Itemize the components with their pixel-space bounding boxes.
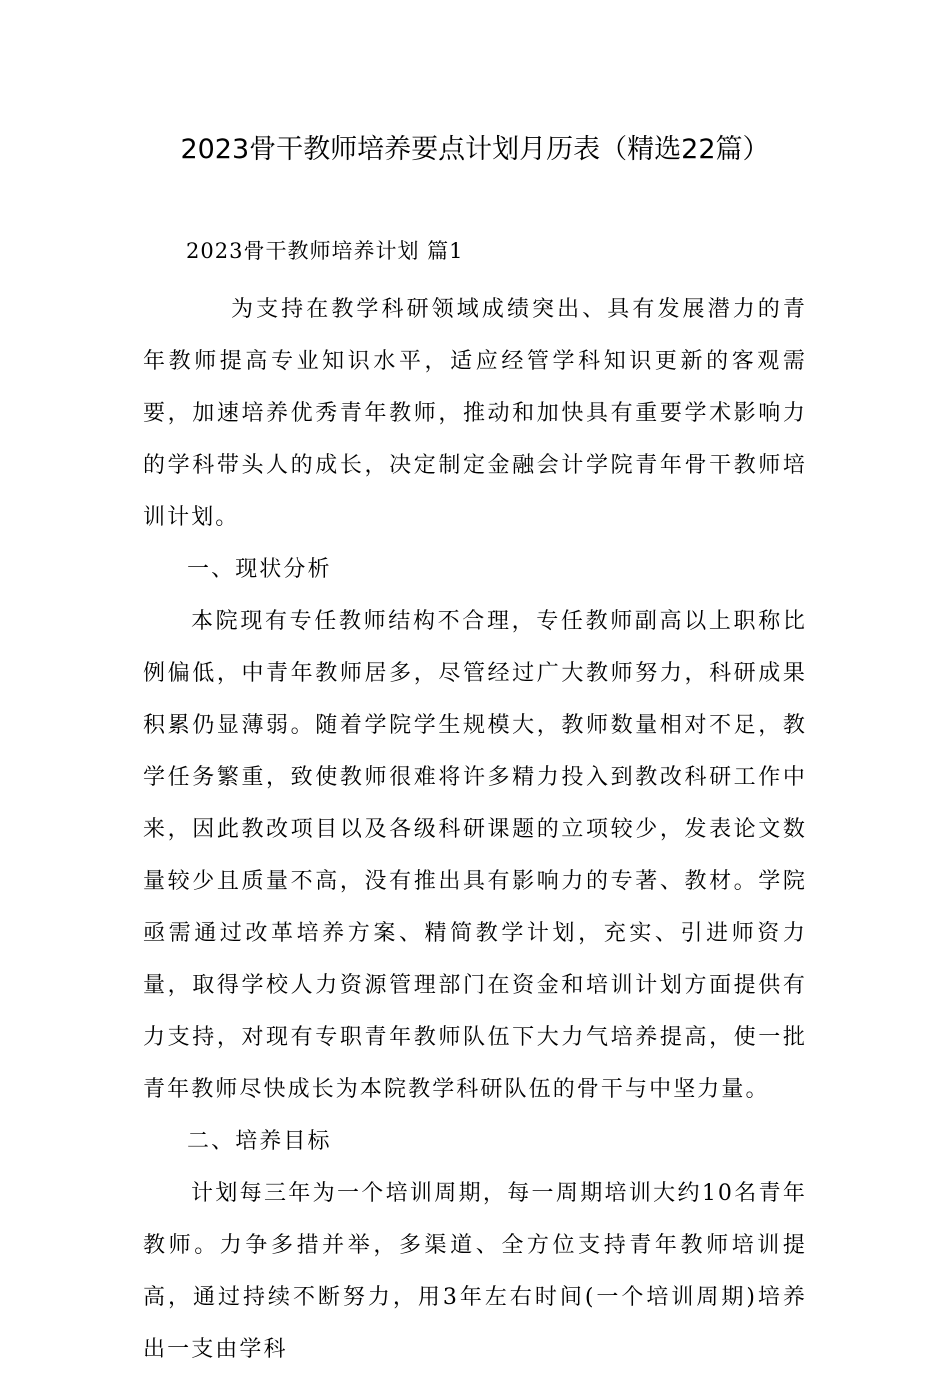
section-subtitle: 2023骨干教师培养计划 篇1 bbox=[186, 239, 464, 263]
heading-training-goals: 二、培养目标 bbox=[187, 1129, 332, 1154]
heading-current-status: 一、现状分析 bbox=[187, 557, 332, 582]
document-title: 2023骨干教师培养要点计划月历表（精选22篇） bbox=[180, 134, 770, 165]
document-body bbox=[143, 284, 807, 1376]
paragraph-current-status: 本院现有专任教师结构不合理，专任教师副高以上职称比例偏低，中青年教师居多，尽管经过广大教师努力，科研成果积累仍显薄弱。随着学院学生规模大，教师数量相对不足，教学任务繁重，致使教师很难将许多精力投入到教改科研工作中来，因此教改项目以及各级科研课题的立项较少，发表论文数量较少且质量不高，没有推出具有影响力的专著、教材。学院亟需通过改革培养方案、精简教学计划，充实、引进师资力量，取得学校人力资源管理部门在资金和培训计划方面提供有力支持，对现有专职青年教师队伍下大力气培养提高，使一批青年教师尽快成长为本院教学科研队伍的骨干与中坚力量。 bbox=[143, 609, 807, 1102]
paragraph-training-goals: 计划每三年为一个培训周期，每一周期培训大约10名青年教师。力争多措并举，多渠道、全方位支持青年教师培训提高，通过持续不断努力，用3年左右时间(一个培训周期)培养出一支由学科 bbox=[143, 1181, 807, 1362]
paragraph-intro: 为支持在教学科研领域成绩突出、具有发展潜力的青年教师提高专业知识水平，适应经管学科知识更新的客观需要，加速培养优秀青年教师，推动和加快具有重要学术影响力的学科带头人的成长，决定制定金融会计学院青年骨干教师培训计划。 bbox=[143, 297, 807, 530]
